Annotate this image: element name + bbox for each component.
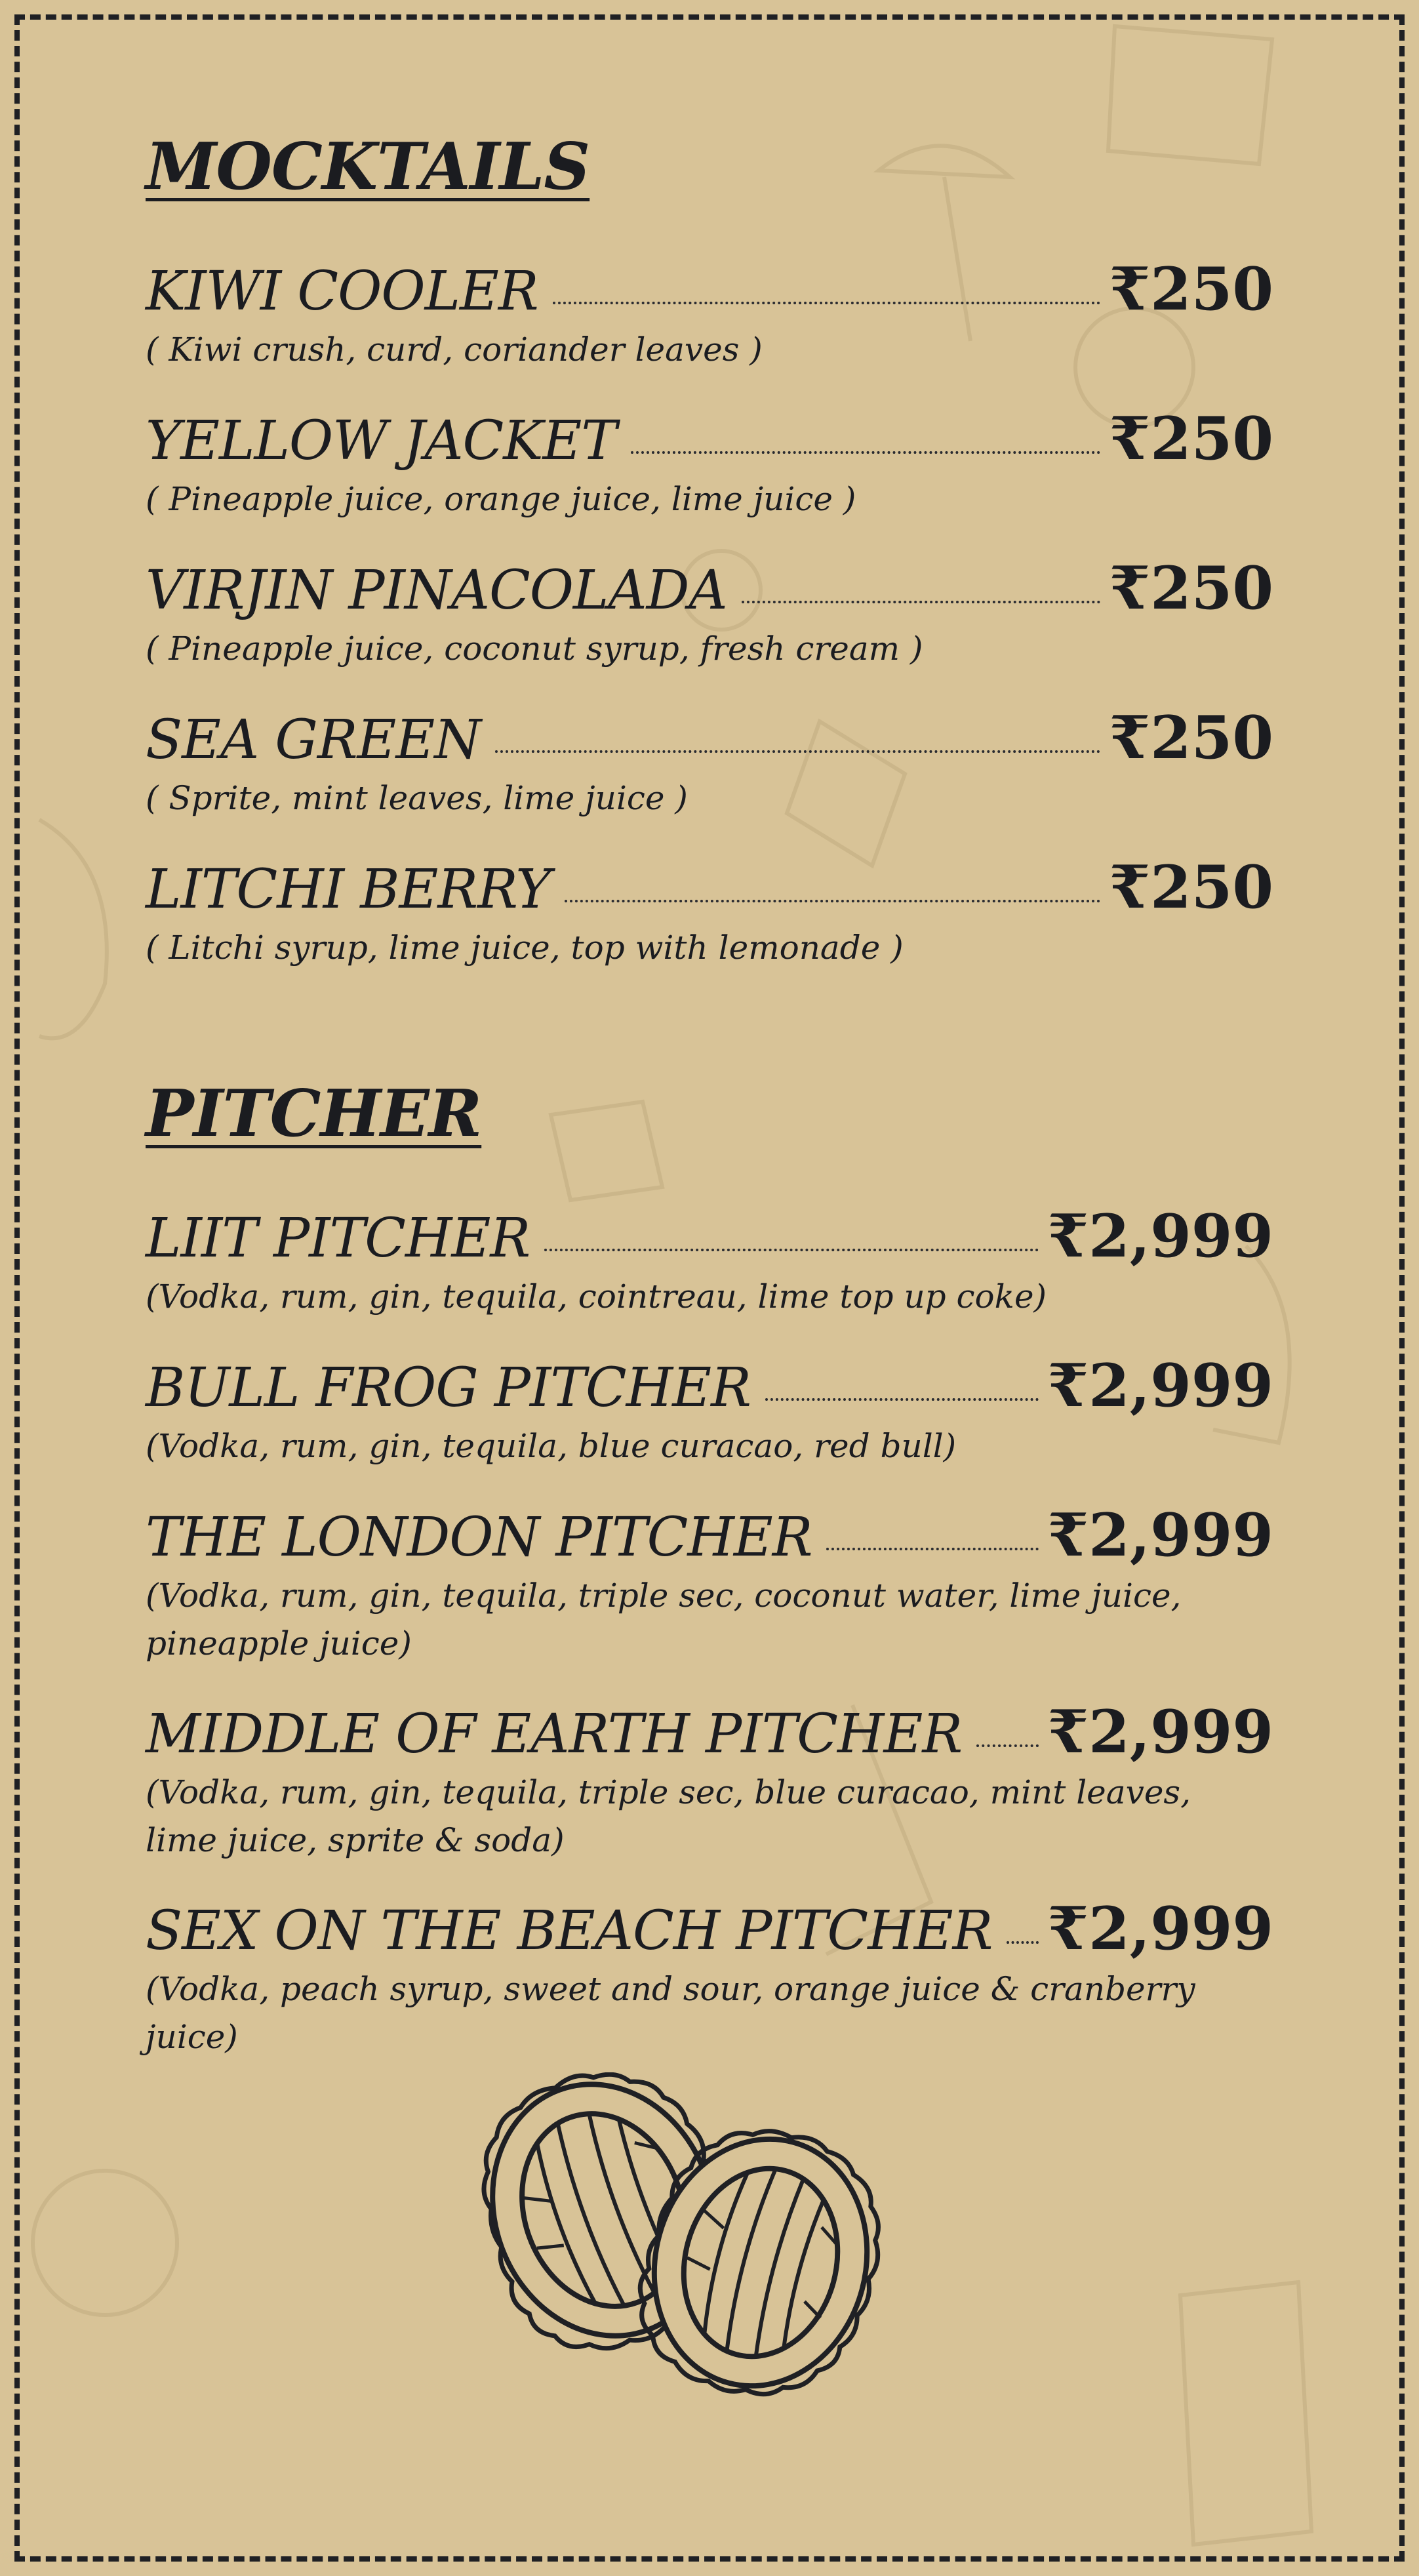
- dotted-leader: [826, 1548, 1038, 1550]
- mocktails-heading: MOCKTAILS: [146, 129, 590, 205]
- item-name: KIWI COOLER: [146, 260, 538, 323]
- dotted-leader: [765, 1398, 1039, 1401]
- item-description: ( Pineapple juice, orange juice, lime juice ): [146, 480, 856, 518]
- menu-item-sea-green: [146, 703, 1273, 822]
- dotted-leader: [976, 1744, 1038, 1747]
- dotted-leader: [544, 1249, 1038, 1251]
- item-description: (Vodka, rum, gin, tequila, triple sec, blue curacao, mint leaves, lime juice, sprite & soda): [146, 1773, 1191, 1859]
- item-description: (Vodka, rum, gin, tequila, blue curacao, red bull): [146, 1427, 957, 1465]
- item-name: THE LONDON PITCHER: [146, 1506, 812, 1569]
- item-price: ₹2,999: [1047, 1894, 1273, 1963]
- menu-item-the-london-pitcher: [146, 1500, 1273, 1667]
- menu-item-middle-of-earth-pitcher: [146, 1697, 1273, 1864]
- menu-item-sex-on-the-beach-pitcher: [146, 1894, 1273, 2061]
- dotted-leader: [495, 750, 1100, 753]
- bottle-caps-icon: [452, 2072, 905, 2400]
- item-name: YELLOW JACKET: [146, 410, 617, 472]
- item-price: ₹2,999: [1047, 1697, 1273, 1767]
- menu-item-yellow-jacket: [146, 404, 1273, 523]
- dotted-leader: [1007, 1941, 1038, 1944]
- item-price: ₹250: [1109, 404, 1273, 473]
- dotted-leader: [565, 900, 1100, 902]
- menu-item-litchi-berry: [146, 855, 1273, 972]
- menu-item-kiwi-cooler: [146, 254, 1273, 374]
- item-description: ( Sprite, mint leaves, lime juice ): [146, 779, 688, 817]
- item-name: SEX ON THE BEACH PITCHER: [146, 1900, 993, 1962]
- item-description: ( Litchi syrup, lime juice, top with lemonade ): [146, 929, 904, 967]
- item-price: ₹2,999: [1047, 1500, 1273, 1570]
- item-price: ₹250: [1109, 553, 1273, 623]
- dotted-leader: [742, 601, 1100, 603]
- item-description: (Vodka, rum, gin, tequila, cointreau, lime top up coke): [146, 1278, 1047, 1316]
- item-name: SEA GREEN: [146, 709, 481, 771]
- item-description: ( Kiwi crush, curd, coriander leaves ): [146, 331, 763, 369]
- menu-item-liit-pitcher: [146, 1201, 1273, 1321]
- item-price: ₹2,999: [1047, 1201, 1273, 1271]
- item-price: ₹250: [1109, 853, 1273, 922]
- item-price: ₹250: [1109, 254, 1273, 324]
- item-description: (Vodka, peach syrup, sweet and sour, orange juice & cranberry juice): [146, 1970, 1195, 2056]
- item-name: MIDDLE OF EARTH PITCHER: [146, 1703, 963, 1765]
- item-name: BULL FROG PITCHER: [146, 1357, 751, 1419]
- item-price: ₹250: [1109, 703, 1273, 773]
- item-description: ( Pineapple juice, coconut syrup, fresh cream ): [146, 630, 923, 668]
- item-price: ₹2,999: [1047, 1351, 1273, 1420]
- item-name: VIRJIN PINACOLADA: [146, 559, 727, 622]
- item-name: LIIT PITCHER: [146, 1207, 530, 1270]
- menu-item-virjin-pinacolada: [146, 553, 1273, 673]
- item-name: LITCHI BERRY: [146, 858, 551, 921]
- menu-item-bull-frog-pitcher: [146, 1351, 1273, 1470]
- dotted-leader: [631, 451, 1100, 454]
- dotted-leader: [553, 302, 1100, 304]
- pitcher-heading: PITCHER: [146, 1076, 482, 1152]
- item-description: (Vodka, rum, gin, tequila, triple sec, coconut water, lime juice, pineapple juice): [146, 1577, 1182, 1662]
